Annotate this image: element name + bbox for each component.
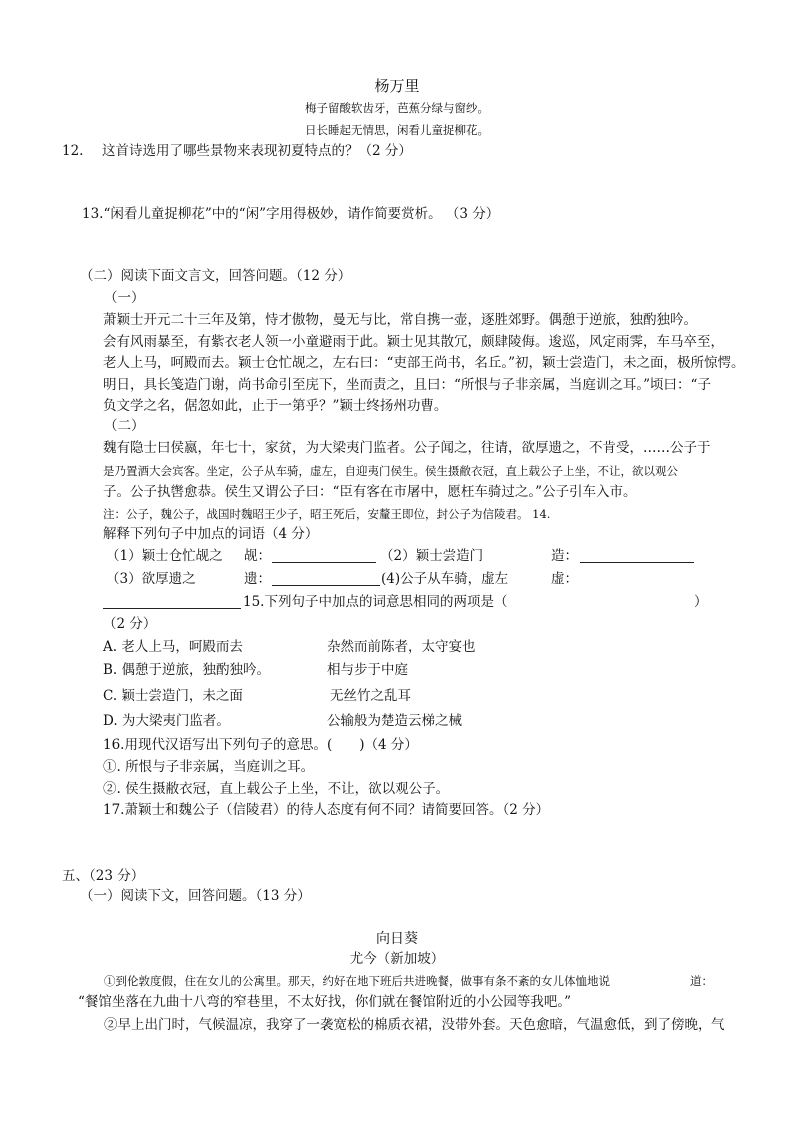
q15-option-a: A. 老人上马，呵殿而去 [103, 639, 243, 655]
q15-prompt: 15.下列句子中加点的词意思相同的两项是（ [243, 594, 508, 610]
q16-sentence-2: ②. 侯生摄敝衣冠，直上载公子上坐，不让，欲以观公子。 [103, 781, 450, 797]
answer-blank[interactable] [580, 548, 694, 563]
q15-option-c-compare: 无丝竹之乱耳 [330, 688, 411, 704]
article-title: 向日葵 [376, 931, 418, 947]
article-author: 尤今（新加坡） [349, 951, 445, 967]
q16-sentence-1: ①. 所恨与子非亲属，当庭训之耳。 [103, 759, 315, 775]
q14-item-3: （3）欲厚遗之 [106, 571, 196, 587]
article-paragraph-2-end: 气 [711, 1017, 725, 1033]
section5-subheading: （一）阅读下文，回答问题。（13 分） [80, 888, 311, 904]
article-paragraph-1: ①到伦敦度假，住在女儿的公寓里。那天，约好在地下班后共进晚餐，做事有条不紊的女儿体恤地说 [104, 974, 610, 988]
q14-item-2: （2）颖士尝造门 [380, 548, 484, 564]
answer-blank[interactable] [272, 571, 380, 586]
q15-option-c: C. 颖士尝造门，未之面 [103, 688, 243, 704]
answer-blank[interactable] [103, 594, 241, 609]
q14-item-4: (4)公子从车骑，虚左 [381, 571, 509, 587]
q14-item-3-word: 遗： [244, 571, 271, 587]
q14-item-2-word: 造： [551, 548, 578, 564]
answer-blank[interactable] [272, 548, 376, 563]
q12-number: 12. [62, 143, 84, 159]
q12-text: 这首诗选用了哪些景物来表现初夏特点的？（2 分） [102, 143, 412, 159]
passage1-line: 负文学之名，倨忽如此，止于一第乎？”颖士终扬州功曹。 [103, 398, 448, 414]
passage1-line: 老人上马，呵殿而去。颖士仓忙觇之，左右曰：“吏部王尚书，名丘。”初，颖士尝造门，未之面，极所惊愕。 [103, 355, 745, 371]
passage2-line: 魏有隐士曰侯嬴，年七十，家贫，为大梁夷门监者。公子闻之，往请，欲厚遗之，不肯受，……公子于 [103, 440, 711, 456]
q14-prompt: 解释下列句子中加点的词语（4 分） [103, 526, 319, 542]
q15-option-d: D. 为大梁夷门监者。 [103, 713, 230, 729]
passage1-line: 萧颖士开元二十三年及第，恃才傲物，曼无与比，常自携一壶，逐胜郊野。偶憩于逆旅，独酌独吟。 [103, 312, 697, 328]
q15-option-d-compare: 公输般为楚造云梯之械 [327, 713, 462, 729]
section2-heading: （二）阅读下面文言文，回答问题。（12 分） [80, 268, 352, 284]
article-paragraph-1-quote: “餐馆坐落在九曲十八弯的窄巷里，不太好找，你们就在餐馆附近的小公园等我吧。” [78, 994, 572, 1010]
passage1-line: 明日，具长笺造门谢，尚书命引至庑下，坐而责之，且曰：“所恨与子非亲属，当庭训之耳。”顷曰：“子 [103, 377, 711, 393]
q15-option-b: B. 偶憩于逆旅，独酌独吟。 [103, 662, 271, 678]
section2-sub2: （二） [104, 418, 145, 434]
q15-option-a-compare: 杂然而前陈者，太守宴也 [327, 639, 476, 655]
passage2-line: 子。公子执辔愈恭。侯生又谓公子曰：“臣有客在市屠中，愿枉车骑过之。”公子引车入市。 [103, 484, 637, 500]
passage-note: 注：公子，魏公子，战国时魏昭王少子，昭王死后，安釐王即位，封公子为信陵君。 14. [103, 507, 551, 521]
section2-sub1: （一） [104, 290, 145, 306]
q14-item-4-word: 虚： [551, 571, 578, 587]
q15-close: ） [694, 594, 708, 610]
q14-score: （2 分） [103, 616, 157, 632]
q13-text: 13.“闲看儿童捉柳花”中的“闲”字用得极妙，请作简要赏析。 （3 分） [82, 206, 500, 222]
article-paragraph-1-end: 道： [690, 974, 713, 988]
poem-line-1: 梅子留酸软齿牙，芭蕉分绿与窗纱。 [305, 101, 489, 115]
article-paragraph-2: ②早上出门时，气候温凉，我穿了一袭宽松的棉质衣裙，没带外套。天色愈暗，气温愈低，到了傍晚， [104, 1017, 712, 1033]
q15-option-b-compare: 相与步于中庭 [327, 662, 408, 678]
q14-item-1: （1）颖士仓忙觇之 [106, 548, 223, 564]
q16-prompt: 16.用现代汉语写出下列句子的意思。( )（4 分） [103, 737, 418, 753]
section5-heading: 五、（23 分） [62, 868, 145, 884]
passage2-line: 是乃置酒大会宾客。坐定，公子从车骑，虚左，自迎夷门侯生。侯生摄敝衣冠，直上载公子上坐，不让，欲以观公 [103, 464, 678, 478]
passage1-line: 会有风雨暴至，有紫衣老人领一小童避雨于此。颖士见其散冗，颇肆陵侮。逡巡，风定雨霁，车马卒至， [103, 334, 724, 350]
poem-line-2: 日长睡起无情思，闲看儿童捉柳花。 [305, 123, 489, 137]
poem-author: 杨万里 [374, 77, 420, 95]
q17-text: 17.萧颖士和魏公子（信陵君）的待人态度有何不同？请简要回答。（2 分） [103, 802, 550, 818]
q14-item-1-word: 觇： [244, 548, 271, 564]
